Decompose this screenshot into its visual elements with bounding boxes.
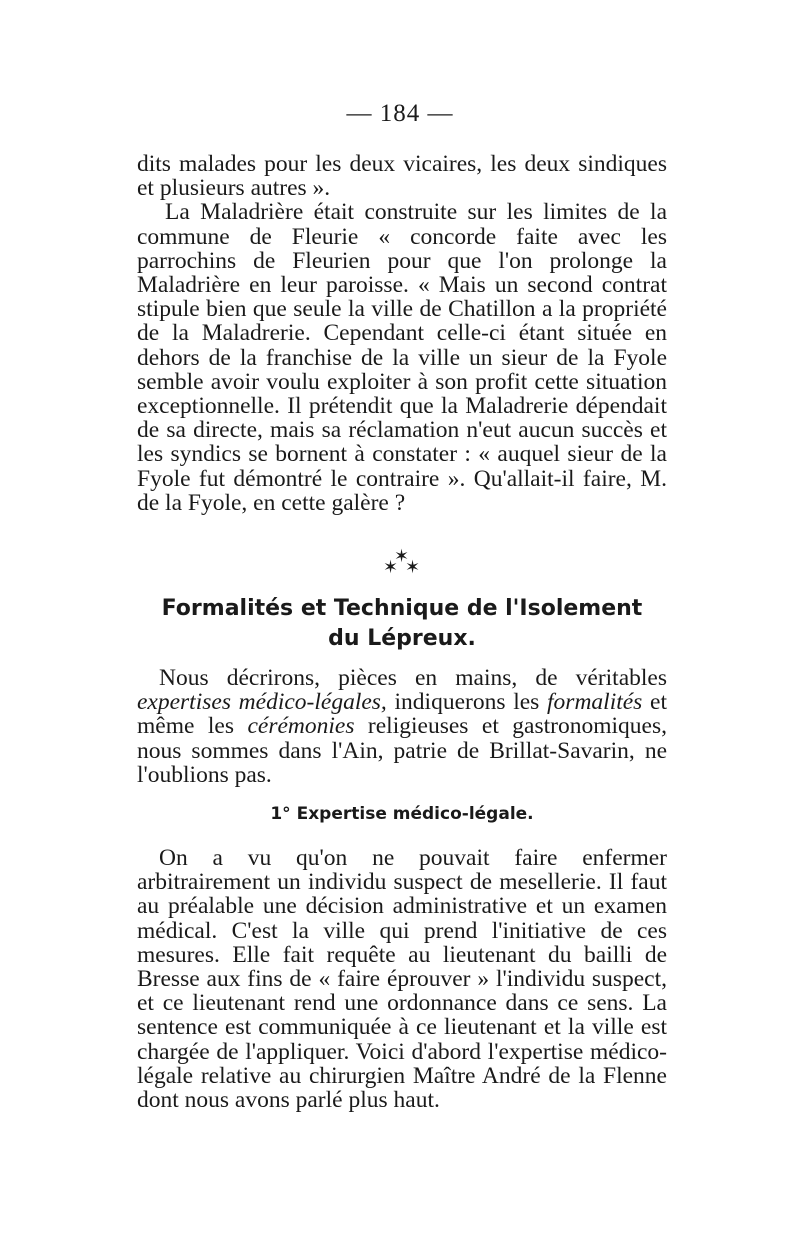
paragraph-maladriere: La Maladrière était construite sur les limites de la commune de Fleurie « concorde faite avec les parrochins de Fleurien pour que l'on prolonge la Maladrière en leur paroisse. « Mais un second contrat stipule bien que seule la ville de Chatillon a la propriété de la Maladrerie. Cependant celle-ci étant située en dehors de la franchise de la ville un sieur de la Fyole semble avoir voulu exploiter à son profit cette situation exceptionnelle. Il prétendit que la Maladrerie dépendait de sa directe, mais sa réclamation n'eut aucun succès et les syndics se bornent à constater : « auquel sieur de la Fyole fut démontré le contraire ». Qu'allait-il faire, M. de la Fyole, en cette galère ? bbox=[137, 199, 667, 516]
text-run: religieuses et gastronomiques, nous sommes dans l'Ain, patrie de Brillat-Savarin, ne l'oublions pas. bbox=[137, 713, 667, 788]
text-run: Nous décrirons, pièces en mains, de véritables bbox=[159, 665, 667, 691]
text-run: et même les bbox=[137, 689, 667, 740]
italic-run: cérémonies bbox=[247, 713, 355, 740]
asterism-ornament bbox=[360, 546, 440, 576]
section-heading bbox=[137, 594, 667, 654]
italic-run: formalités bbox=[547, 689, 643, 716]
paragraph-expertise: On a vu qu'on ne pouvait faire enfermer arbitrairement un individu suspect de mesellerie. Il faut au préalable une décision administrative et un examen médical. C'est la ville qui prend l'initiative de ces mesures. Elle fait requête au lieutenant du bailli de Bresse aux fins de « faire éprouver » l'individu suspect, et ce lieutenant rend une ordonnance dans ce sens. La sentence est communiquée à ce lieutenant et la ville est chargée de l'appliquer. Voici d'abord l'expertise médico-légale relative au chirurgien Maître André de la Flenne dont nous avons parlé plus haut. bbox=[137, 845, 667, 1114]
section-heading-line-2: du Lépreux. bbox=[328, 626, 476, 651]
paragraph-intro bbox=[137, 666, 667, 787]
text-block-intro bbox=[137, 666, 667, 787]
star-icon: ✶ bbox=[394, 546, 410, 567]
star-icon: ✶ bbox=[405, 557, 421, 578]
text-block-expertise bbox=[137, 846, 667, 1112]
section-heading-line-1: Formalités et Technique de l'Isolement bbox=[161, 596, 643, 621]
paragraph-continuation: dits malades pour les deux vicaires, les deux sindiques et plusieurs autres ». bbox=[137, 151, 667, 202]
star-icon: ✶ bbox=[383, 557, 399, 578]
text-block-top bbox=[137, 152, 667, 515]
italic-run: expertises médico-légales, bbox=[137, 689, 387, 716]
text-run: indiquerons les bbox=[386, 689, 548, 716]
page-number: — 184 — bbox=[346, 100, 454, 127]
subsection-heading: 1° Expertise médico-légale. bbox=[270, 804, 534, 824]
